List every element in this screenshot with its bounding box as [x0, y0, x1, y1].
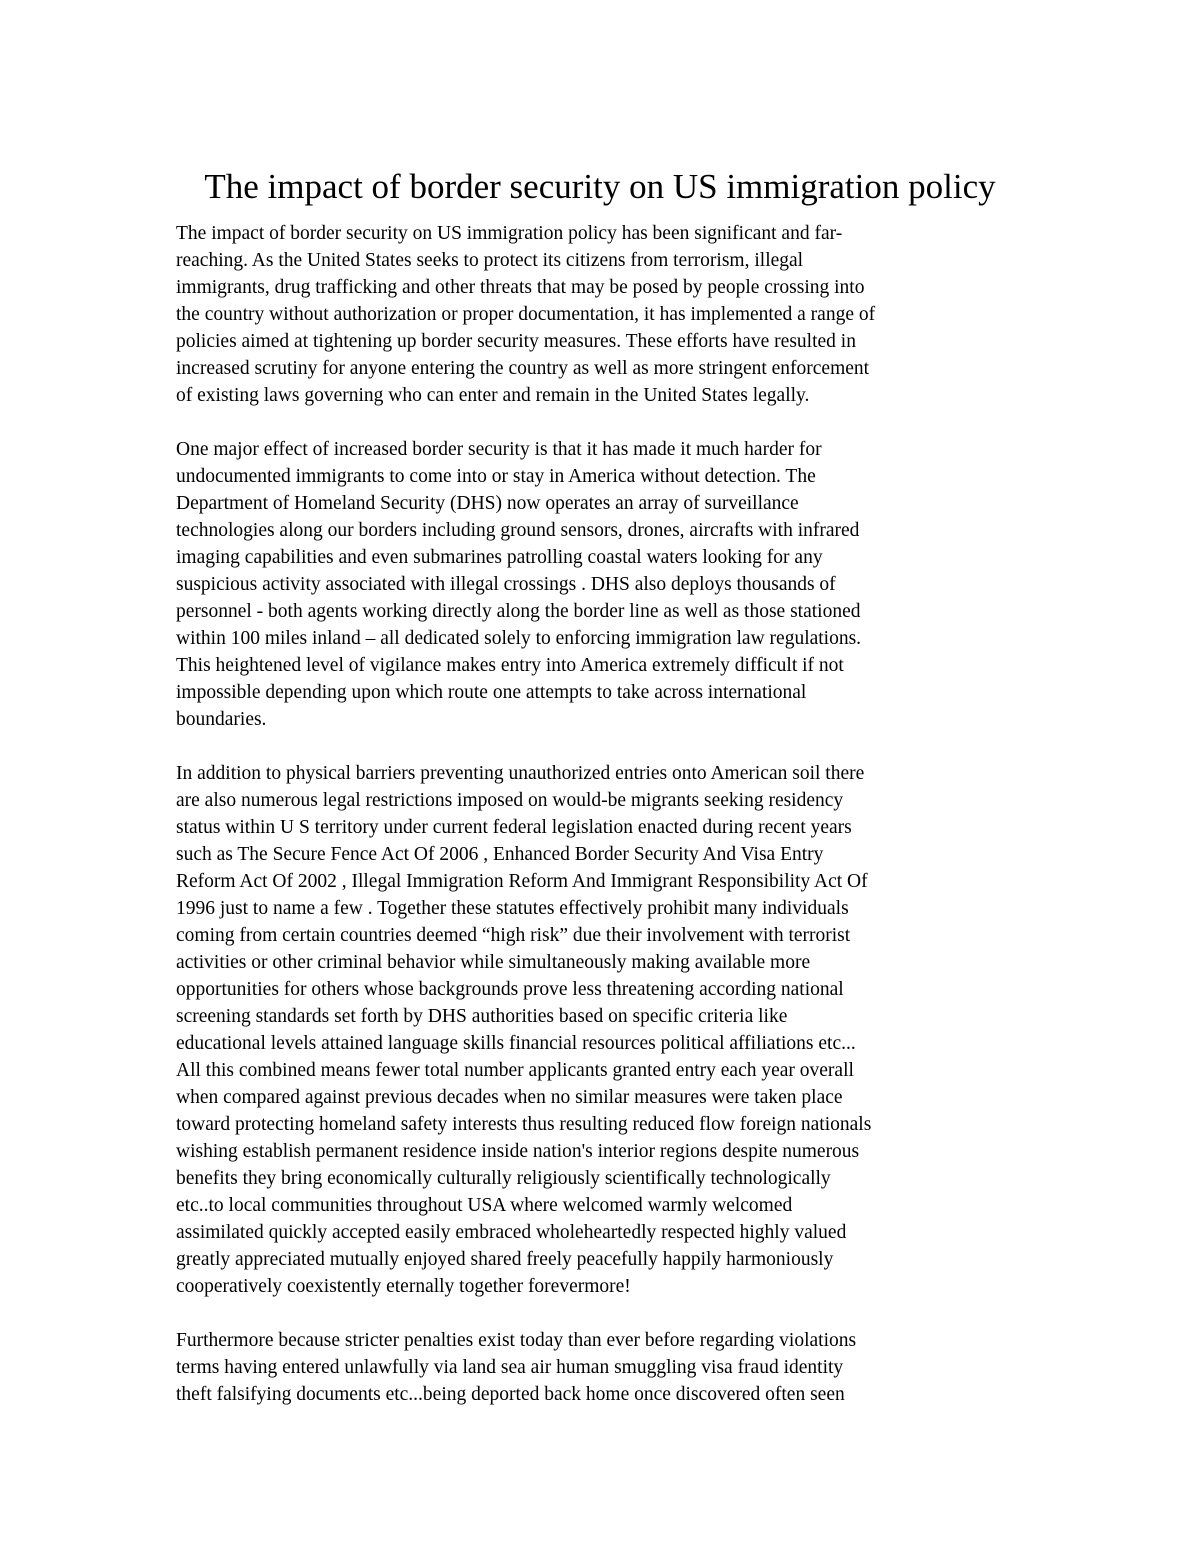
paragraph	[176, 760, 1036, 1300]
text-line: policies aimed at tightening up border security measures. These efforts have resulted in	[176, 331, 856, 352]
text-line: This heightened level of vigilance makes entry into America extremely difficult if not	[176, 655, 844, 676]
text-line: of existing laws governing who can enter and remain in the United States legally.	[176, 385, 810, 406]
text-line: In addition to physical barriers preventing unauthorized entries onto American soil there	[176, 763, 865, 784]
text-line: undocumented immigrants to come into or stay in America without detection. The	[176, 466, 816, 487]
document-body	[176, 220, 1036, 1435]
text-line: the country without authorization or proper documentation, it has implemented a range of	[176, 304, 876, 325]
text-line: within 100 miles inland – all dedicated solely to enforcing immigration law regulations.	[176, 628, 862, 649]
text-line: toward protecting homeland safety interests thus resulting reduced flow foreign nationals	[176, 1114, 872, 1135]
text-line: wishing establish permanent residence inside nation's interior regions despite numerous	[176, 1141, 860, 1162]
text-line: technologies along our borders including ground sensors, drones, aircrafts with infrared	[176, 520, 860, 541]
text-line: One major effect of increased border security is that it has made it much harder for	[176, 439, 822, 460]
text-line: educational levels attained language skills financial resources political affiliations etc...	[176, 1033, 856, 1054]
text-line: status within U S territory under current federal legislation enacted during recent years	[176, 817, 852, 838]
text-line: The impact of border security on US immigration policy has been significant and far-	[176, 223, 843, 244]
text-line: All this combined means fewer total number applicants granted entry each year overall	[176, 1060, 854, 1081]
text-line: such as The Secure Fence Act Of 2006 , Enhanced Border Security And Visa Entry	[176, 844, 824, 865]
text-line: increased scrutiny for anyone entering the country as well as more stringent enforcement	[176, 358, 870, 379]
text-line: coming from certain countries deemed “high risk” due their involvement with terrorist	[176, 925, 851, 946]
text-line: imaging capabilities and even submarines patrolling coastal waters looking for any	[176, 547, 823, 568]
text-line: terms having entered unlawfully via land sea air human smuggling visa fraud identity	[176, 1357, 844, 1378]
text-line: activities or other criminal behavior while simultaneously making available more	[176, 952, 811, 973]
text-line: opportunities for others whose backgrounds prove less threatening according national	[176, 979, 844, 1000]
text-line: etc..to local communities throughout USA where welcomed warmly welcomed	[176, 1195, 793, 1216]
paragraph	[176, 1327, 1036, 1408]
text-line: screening standards set forth by DHS authorities based on specific criteria like	[176, 1006, 788, 1027]
text-line: suspicious activity associated with illegal crossings . DHS also deploys thousands of	[176, 574, 836, 595]
paragraph	[176, 220, 1036, 409]
text-line: boundaries.	[176, 709, 267, 730]
text-line: when compared against previous decades when no similar measures were taken place	[176, 1087, 843, 1108]
paragraph	[176, 436, 1036, 733]
text-line: Department of Homeland Security (DHS) now operates an array of surveillance	[176, 493, 799, 514]
text-line: Reform Act Of 2002 , Illegal Immigration Reform And Immigrant Responsibility Act Of	[176, 871, 868, 892]
text-line: assimilated quickly accepted easily embraced wholeheartedly respected highly valued	[176, 1222, 847, 1243]
text-line: Furthermore because stricter penalties exist today than ever before regarding violations	[176, 1330, 857, 1351]
text-line: immigrants, drug trafficking and other threats that may be posed by people crossing into	[176, 277, 865, 298]
text-line: benefits they bring economically culturally religiously scientifically technologically	[176, 1168, 831, 1189]
text-line: are also numerous legal restrictions imposed on would-be migrants seeking residency	[176, 790, 844, 811]
text-line: personnel - both agents working directly along the border line as well as those stationed	[176, 601, 861, 622]
text-line: greatly appreciated mutually enjoyed shared freely peacefully happily harmoniously	[176, 1249, 834, 1270]
text-line: 1996 just to name a few . Together these statutes effectively prohibit many individuals	[176, 898, 849, 919]
text-line: impossible depending upon which route one attempts to take across international	[176, 682, 807, 703]
text-line: reaching. As the United States seeks to protect its citizens from terrorism, illegal	[176, 250, 804, 271]
text-line: cooperatively coexistently eternally together forevermore!	[176, 1276, 631, 1297]
document-title: The impact of border security on US immigration policy	[204, 167, 996, 206]
text-line: theft falsifying documents etc...being deported back home once discovered often seen	[176, 1384, 845, 1405]
